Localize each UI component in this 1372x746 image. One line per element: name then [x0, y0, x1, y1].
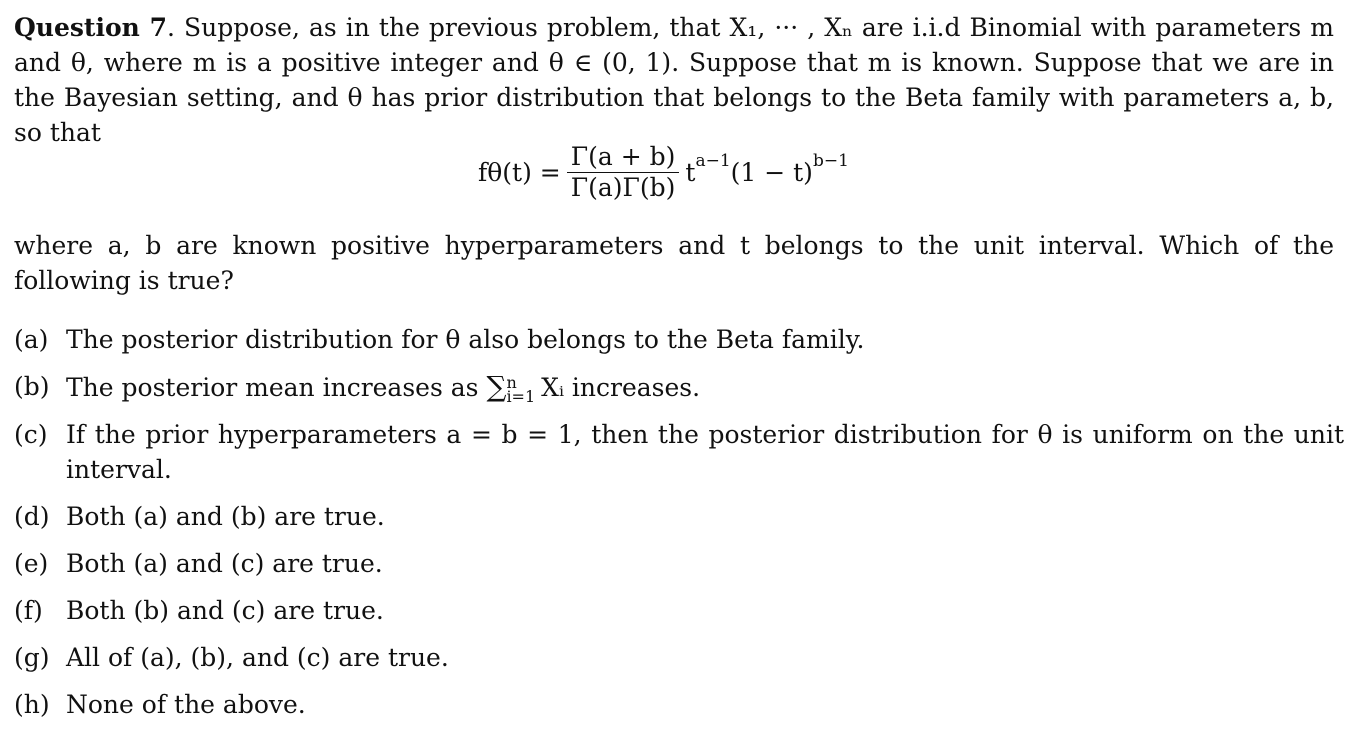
formula-lhs: fθ(t) =	[478, 157, 561, 187]
formula-fraction	[567, 142, 680, 203]
option-b-text-before: The posterior mean increases as	[66, 373, 479, 402]
formula-t: t	[685, 157, 696, 187]
option-label: (b)	[14, 372, 50, 401]
option-f[interactable]	[14, 593, 1344, 628]
question-intro-text: . Suppose, as in the previous problem, that X₁, ··· , Xₙ are i.i.d Binomial with parameters m and θ, where m is a positive integer and θ ∈ (0, 1). Suppose that m is known. Suppose that we are in the Bayesian setting, and θ has prior distribution that belongs to the Beta family with parameters a, b, so that	[14, 13, 1334, 147]
option-text: Both (a) and (c) are true.	[66, 549, 383, 578]
option-label: (f)	[14, 596, 43, 625]
question-continuation: where a, b are known positive hyperparameters and t belongs to the unit interval. Which of the following is true?	[14, 231, 1334, 295]
formula-denominator: Γ(a)Γ(b)	[570, 173, 676, 203]
sum-symbol: ∑	[486, 370, 507, 403]
beta-density-formula	[478, 142, 849, 203]
option-label: (g)	[14, 643, 50, 672]
option-g[interactable]	[14, 640, 1344, 675]
option-b-text-after: increases.	[571, 373, 701, 402]
option-text: The posterior distribution for θ also belongs to the Beta family.	[66, 325, 865, 354]
question-label: Question 7	[14, 13, 168, 42]
option-text: Both (a) and (b) are true.	[66, 502, 385, 531]
question-intro	[14, 10, 1334, 150]
option-text: If the prior hyperparameters a = b = 1, then the posterior distribution for θ is uniform on the unit interval.	[66, 420, 1344, 484]
option-d[interactable]	[14, 499, 1344, 534]
option-text: Both (b) and (c) are true.	[66, 596, 384, 625]
option-c[interactable]	[14, 417, 1344, 487]
option-b[interactable]	[14, 369, 1344, 405]
sum-lower-limit: i=1	[506, 386, 536, 406]
formula-exp-a: a−1	[695, 150, 731, 171]
sum-upper-limit: n	[506, 372, 517, 392]
option-label: (a)	[14, 325, 49, 354]
option-e[interactable]	[14, 546, 1344, 581]
option-text	[66, 369, 1344, 405]
option-text: None of the above.	[66, 690, 306, 719]
option-label: (h)	[14, 690, 50, 719]
answer-options	[14, 322, 1344, 734]
formula-exp-b: b−1	[812, 150, 849, 171]
formula-one-minus-t: (1 − t)	[730, 157, 813, 187]
sum-limits	[506, 372, 536, 406]
option-label: (c)	[14, 420, 48, 449]
option-label: (e)	[14, 549, 49, 578]
formula-numerator: Γ(a + b)	[570, 142, 676, 171]
sum-term: Xᵢ	[541, 373, 564, 402]
option-text: All of (a), (b), and (c) are true.	[66, 643, 449, 672]
option-h[interactable]	[14, 687, 1344, 722]
option-a[interactable]	[14, 322, 1344, 357]
option-label: (d)	[14, 502, 50, 531]
